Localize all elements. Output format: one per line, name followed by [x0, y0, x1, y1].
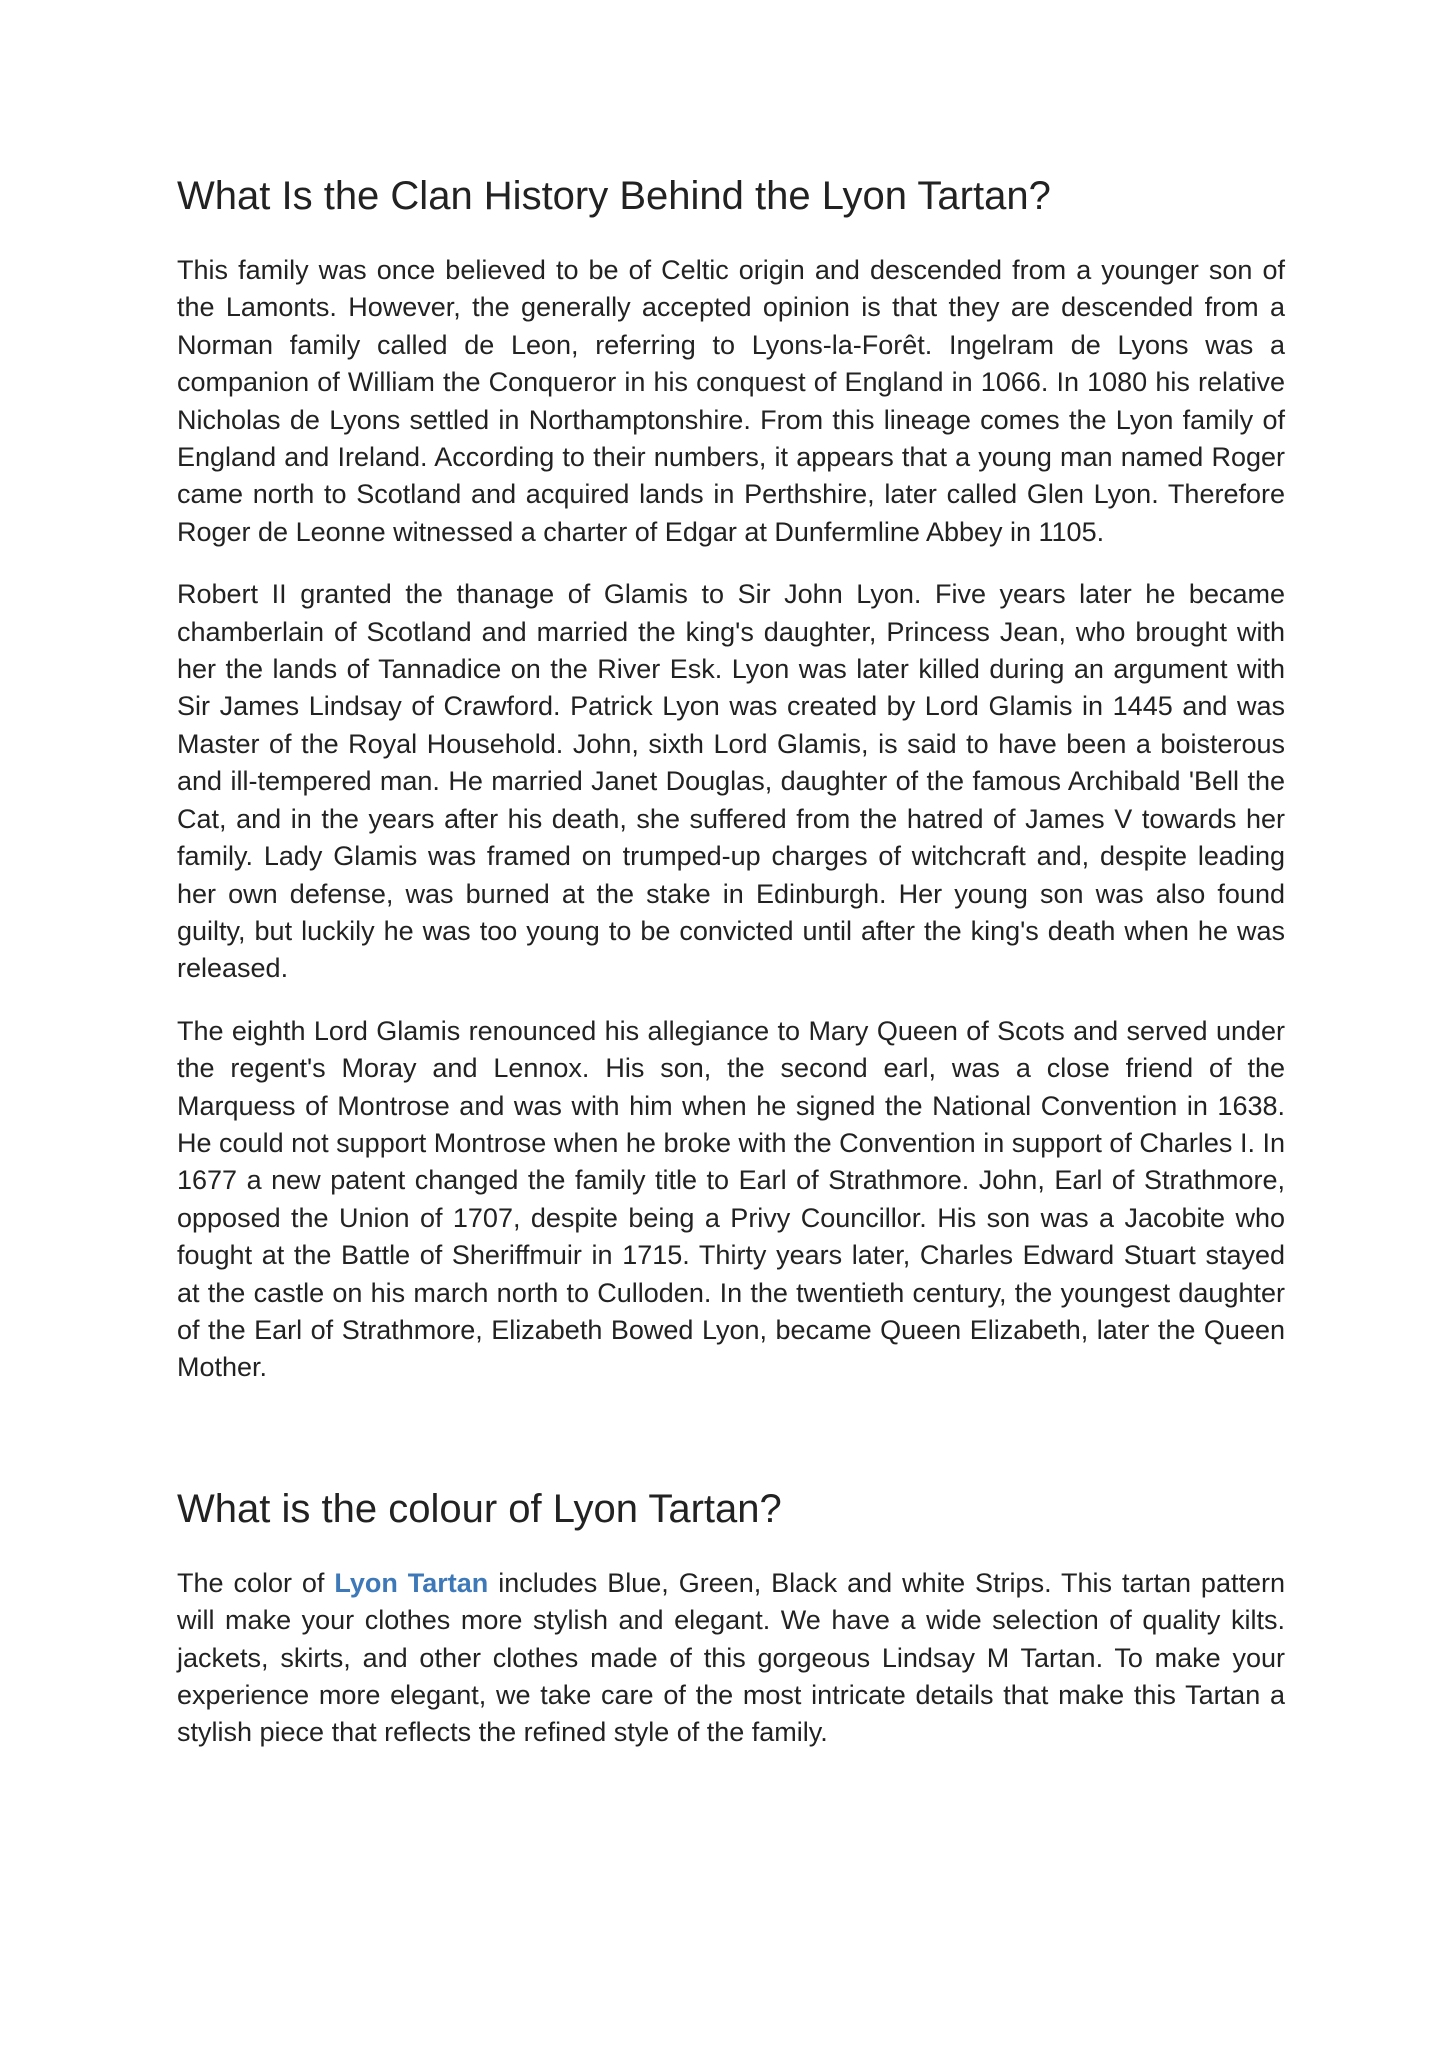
- tartan-colour-paragraph: [177, 1565, 1285, 1752]
- paragraph-text-after-link: includes Blue, Green, Black and white Strips. This tartan pattern will make your clothes more stylish and elegant. We have a wide selection of quality kilts. jackets, skirts, and other clothes made of this gorgeous Lindsay M Tartan. To make your experience more elegant, we take care of the most intricate details that make this Tartan a stylish piece that reflects the refined style of the family.: [177, 1567, 1285, 1748]
- tartan-colour-heading: What is the colour of Lyon Tartan?: [177, 1486, 782, 1531]
- clan-history-paragraph-3: The eighth Lord Glamis renounced his allegiance to Mary Queen of Scots and served under the regent's Moray and Lennox. His son, the second earl, was a close friend of the Marquess of Montrose and was with him when he signed the National Convention in 1638. He could not support Montrose when he broke with the Convention in support of Charles I. In 1677 a new patent changed the family title to Earl of Strathmore. John, Earl of Strathmore, opposed the Union of 1707, despite being a Privy Councillor. His son was a Jacobite who fought at the Battle of Sheriffmuir in 1715. Thirty years later, Charles Edward Stuart stayed at the castle on his march north to Culloden. In the twentieth century, the youngest daughter of the Earl of Strathmore, Elizabeth Bowed Lyon, became Queen Elizabeth, later the Queen Mother.: [177, 1015, 1285, 1383]
- tartan-colour-section: [177, 1483, 1285, 1752]
- clan-history-paragraph-2: Robert II granted the thanage of Glamis to Sir John Lyon. Five years later he became chamberlain of Scotland and married the king's daughter, Princess Jean, who brought with her the lands of Tannadice on the River Esk. Lyon was later killed during an argument with Sir James Lindsay of Crawford. Patrick Lyon was created by Lord Glamis in 1445 and was Master of the Royal Household. John, sixth Lord Glamis, is said to have been a boisterous and ill-tempered man. He married Janet Douglas, daughter of the famous Archibald 'Bell the Cat, and in the years after his death, she suffered from the hatred of James V towards her family. Lady Glamis was framed on trumped-up charges of witchcraft and, despite leading her own defense, was burned at the stake in Edinburgh. Her young son was also found guilty, but luckily he was too young to be convicted until after the king's death when he was released.: [177, 579, 1285, 984]
- clan-history-section: [177, 170, 1285, 1387]
- clan-history-paragraph-1: This family was once believed to be of Celtic origin and descended from a younger son of the Lamonts. However, the generally accepted opinion is that they are descended from a Norman family called de Leon, referring to Lyons-la-Forêt. Ingelram de Lyons was a companion of William the Conqueror in his conquest of England in 1066. In 1080 his relative Nicholas de Lyons settled in Northamptonshire. From this lineage comes the Lyon family of England and Ireland. According to their numbers, it appears that a young man named Roger came north to Scotland and acquired lands in Perthshire, later called Glen Lyon. Therefore Roger de Leonne witnessed a charter of Edgar at Dunfermline Abbey in 1105.: [177, 255, 1285, 547]
- paragraph-text-before-link: The color of: [177, 1567, 335, 1598]
- document-page: [177, 170, 1285, 1777]
- lyon-tartan-link[interactable]: Lyon Tartan: [334, 1567, 489, 1598]
- clan-history-heading: What Is the Clan History Behind the Lyon Tartan?: [177, 174, 1051, 218]
